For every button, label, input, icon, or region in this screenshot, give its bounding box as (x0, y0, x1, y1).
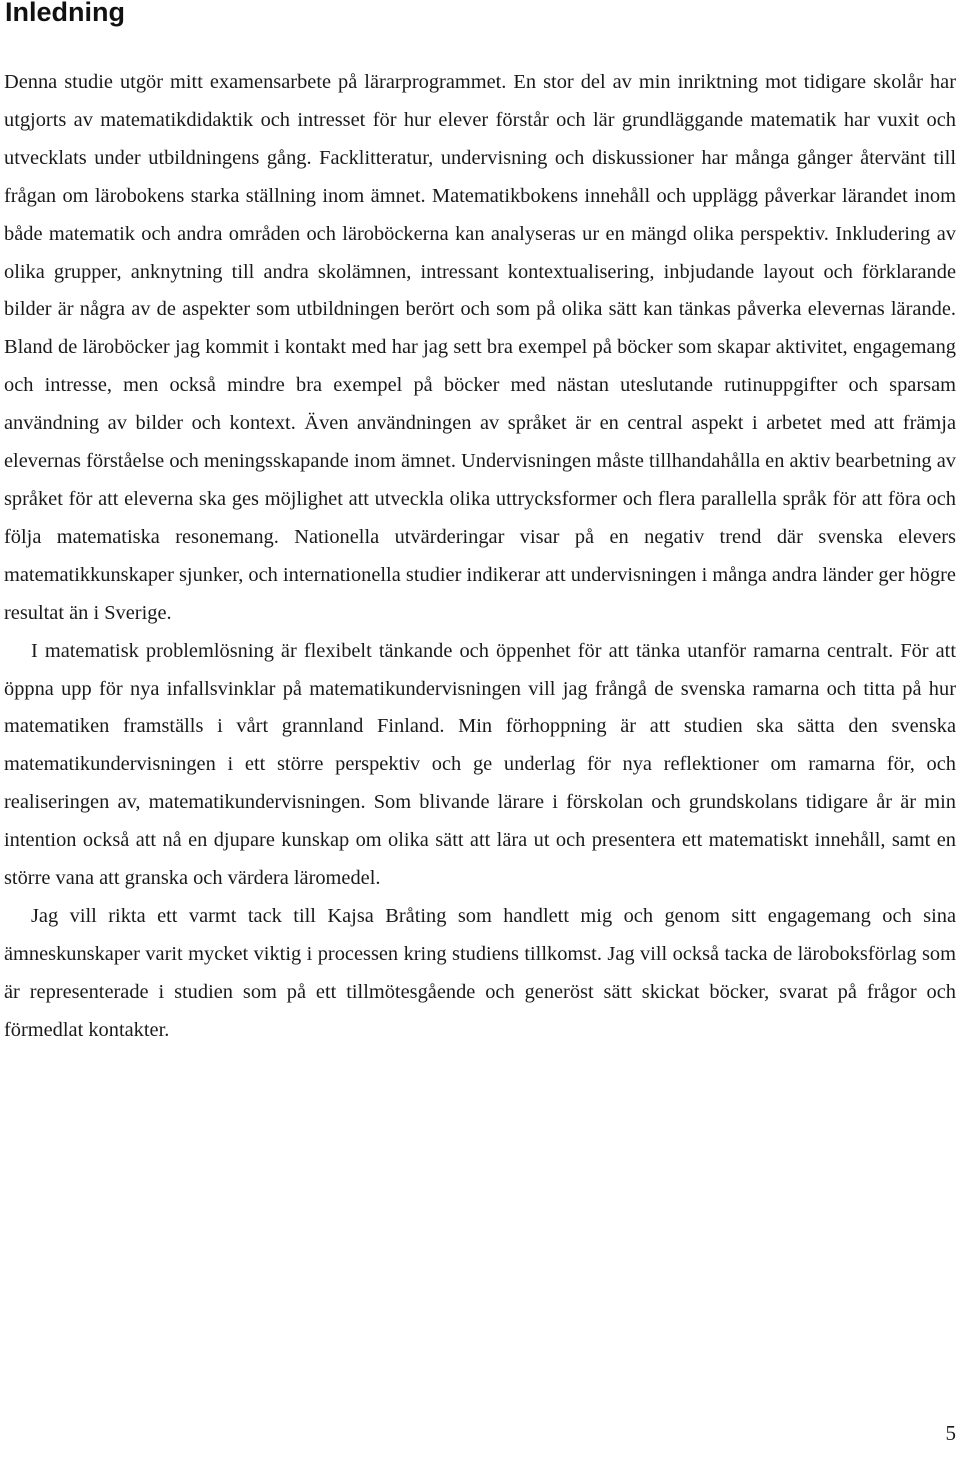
paragraph-intro: Denna studie utgör mitt examensarbete på lärarprogrammet. En stor del av min inriktning mot tidigare skolår har utgjorts av matematikdidaktik och intresset för hur elever förstår och lär grundläggande matematik har vuxit och utvecklats under utbildningens gång. Facklitteratur, undervisning och diskussioner har många gånger återvänt till frågan om lärobokens starka ställning inom ämnet. Matematikbokens innehåll och upplägg påverkar lärandet inom både matematik och andra områden och läroböckerna kan analyseras ur en mängd olika perspektiv. Inkludering av olika grupper, anknytning till andra skolämnen, intressant kontextualisering, inbjudande layout och förklarande bilder är några av de aspekter som utbildningen berört och som på olika sätt kan tänkas påverka elevernas lärande. Bland de läroböcker jag kommit i kontakt med har jag sett bra exempel på böcker som skapar aktivitet, engagemang och intresse, men också mindre bra exempel på böcker med nästan uteslutande rutinuppgifter och sparsam användning av bilder och kontext. Även användningen av språket är en central aspekt i arbetet med att främja elevernas förståelse och meningsskapande inom ämnet. Undervisningen måste tillhandahålla en aktiv bearbetning av språket för att eleverna ska ges möjlighet att utveckla olika uttrycksformer och flera parallella språk för att föra och följa matematiska resonemang. Nationella utvärderingar visar på en negativ trend där svenska elevers matematikkunskaper sjunker, och internationella studier indikerar att undervisningen i många andra länder ger högre resultat än i Sverige. (4, 71, 956, 624)
section-heading: Inledning (5, 0, 125, 27)
paragraph-problem-solving: I matematisk problemlösning är flexibelt tänkande och öppenhet för att tänka utanför ramarna centralt. För att öppna upp för nya infallsvinklar på matematikundervisningen vill jag frångå de svenska ramarna och titta på hur matematiken framställs i vårt grannland Finland. Min förhoppning är att studien ska sätta den svenska matematikundervisningen i ett större perspektiv och ge underlag för nya reflektioner om ramarna för, och realiseringen av, matematikundervisningen. Som blivande lärare i förskolan och grundskolans tidigare år är min intention också att nå en djupare kunskap om olika sätt att lära ut och presentera ett matematiskt innehåll, samt en större vana att granska och värdera läromedel. (4, 639, 956, 890)
page-number: 5 (945, 1421, 956, 1445)
body-text (4, 64, 956, 1050)
paragraph-acknowledgements: Jag vill rikta ett varmt tack till Kajsa Bråting som handlett mig och genom sitt engagemang och sina ämneskunskaper varit mycket viktig i processen kring studiens tillkomst. Jag vill också tacka de läroboksförlag som är representerade i studien som på ett tillmötesgående och generöst sätt skickat böcker, svarat på frågor och förmedlat kontakter. (4, 904, 956, 1041)
